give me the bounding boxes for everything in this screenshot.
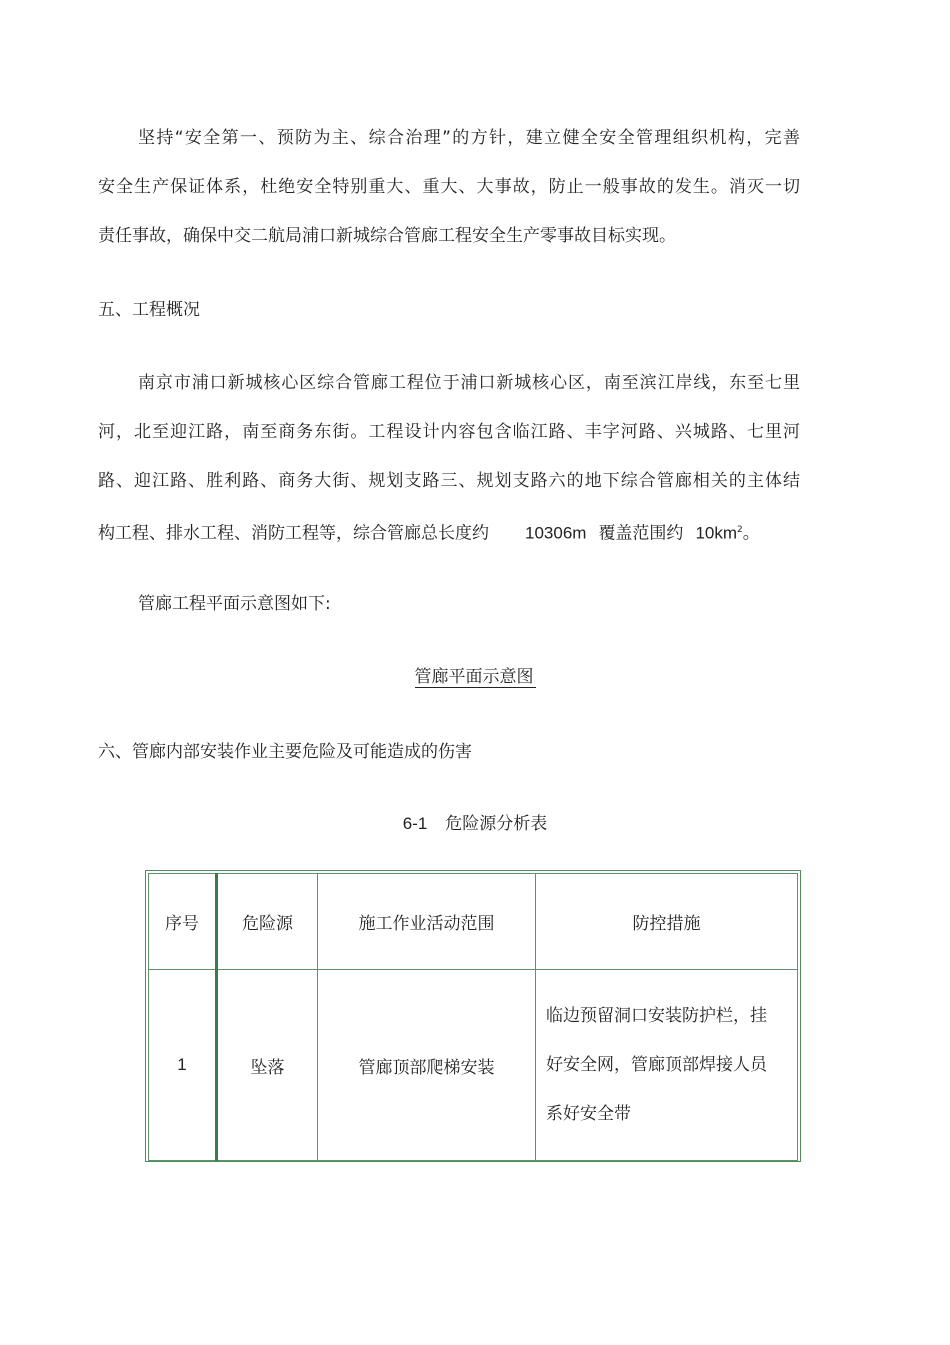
column-header-scope: 施工作业活动范围 bbox=[318, 874, 536, 970]
figure-caption-text: 管廊平面示意图 bbox=[414, 667, 534, 687]
table-row bbox=[149, 970, 798, 1161]
row-no: 1 bbox=[149, 970, 217, 1161]
row-hazard: 坠落 bbox=[217, 970, 318, 1161]
overview-line: 路、迎江路、胜利路、商务大街、规划支路三、规划支路六的地下综合管廊相关的主体结 bbox=[98, 471, 800, 491]
section-6-heading: 六、管廊内部安装作业主要危险及可能造成的伤害 bbox=[98, 742, 472, 762]
section-5-heading: 五、工程概况 bbox=[98, 300, 200, 320]
column-header-no: 序号 bbox=[149, 874, 217, 970]
overview-line-prefix: 构工程、排水工程、消防工程等，综合管廊总长度约 bbox=[98, 523, 489, 544]
project-overview-paragraph bbox=[98, 359, 800, 559]
column-header-hazard: 危险源 bbox=[217, 874, 318, 970]
total-length-value: 10306m bbox=[525, 523, 587, 543]
intro-line: 安全生产保证体系，杜绝安全特别重大、重大、大事故，防止一般事故的发生。消灭一切 bbox=[98, 177, 800, 197]
intro-paragraph bbox=[98, 114, 800, 261]
diagram-intro bbox=[98, 580, 800, 629]
overview-line-last bbox=[98, 506, 800, 559]
sentence-end: 。 bbox=[742, 523, 760, 544]
figure-caption bbox=[0, 664, 950, 690]
measures-line: 好安全网，管廊顶部焊接人员 bbox=[546, 1054, 767, 1075]
area-exponent: 2 bbox=[737, 525, 743, 535]
intro-line: 责任事故，确保中交二航局浦口新城综合管廊工程安全生产零事故目标实现。 bbox=[98, 226, 676, 246]
overview-line: 河，北至迎江路，南至商务东街。工程设计内容包含临江路、丰字河路、兴城路、七里河 bbox=[98, 422, 800, 442]
overview-line: 南京市浦口新城核心区综合管廊工程位于浦口新城核心区，南至滨江岸线，东至七里 bbox=[138, 373, 800, 393]
coverage-label: 覆盖范围约 bbox=[598, 523, 684, 544]
measures-line: 临边预留洞口安装防护栏，挂 bbox=[546, 1005, 767, 1026]
table-title-text: 危险源分析表 bbox=[445, 814, 548, 834]
table-number: 6-1 bbox=[402, 814, 428, 833]
table-header-row bbox=[149, 874, 798, 970]
hazard-table bbox=[145, 870, 801, 1162]
coverage-area-value: 10km bbox=[695, 523, 738, 543]
row-scope: 管廊顶部爬梯安装 bbox=[318, 970, 536, 1161]
diagram-intro-text: 管廊工程平面示意图如下: bbox=[138, 594, 331, 614]
intro-line: 坚持“安全第一、预防为主、综合治理”的方针，建立健全安全管理组织机构，完善 bbox=[138, 128, 800, 148]
table-title bbox=[0, 811, 950, 837]
column-header-measures: 防控措施 bbox=[536, 874, 798, 970]
row-measures bbox=[536, 970, 798, 1161]
measures-line: 系好安全带 bbox=[546, 1103, 631, 1124]
